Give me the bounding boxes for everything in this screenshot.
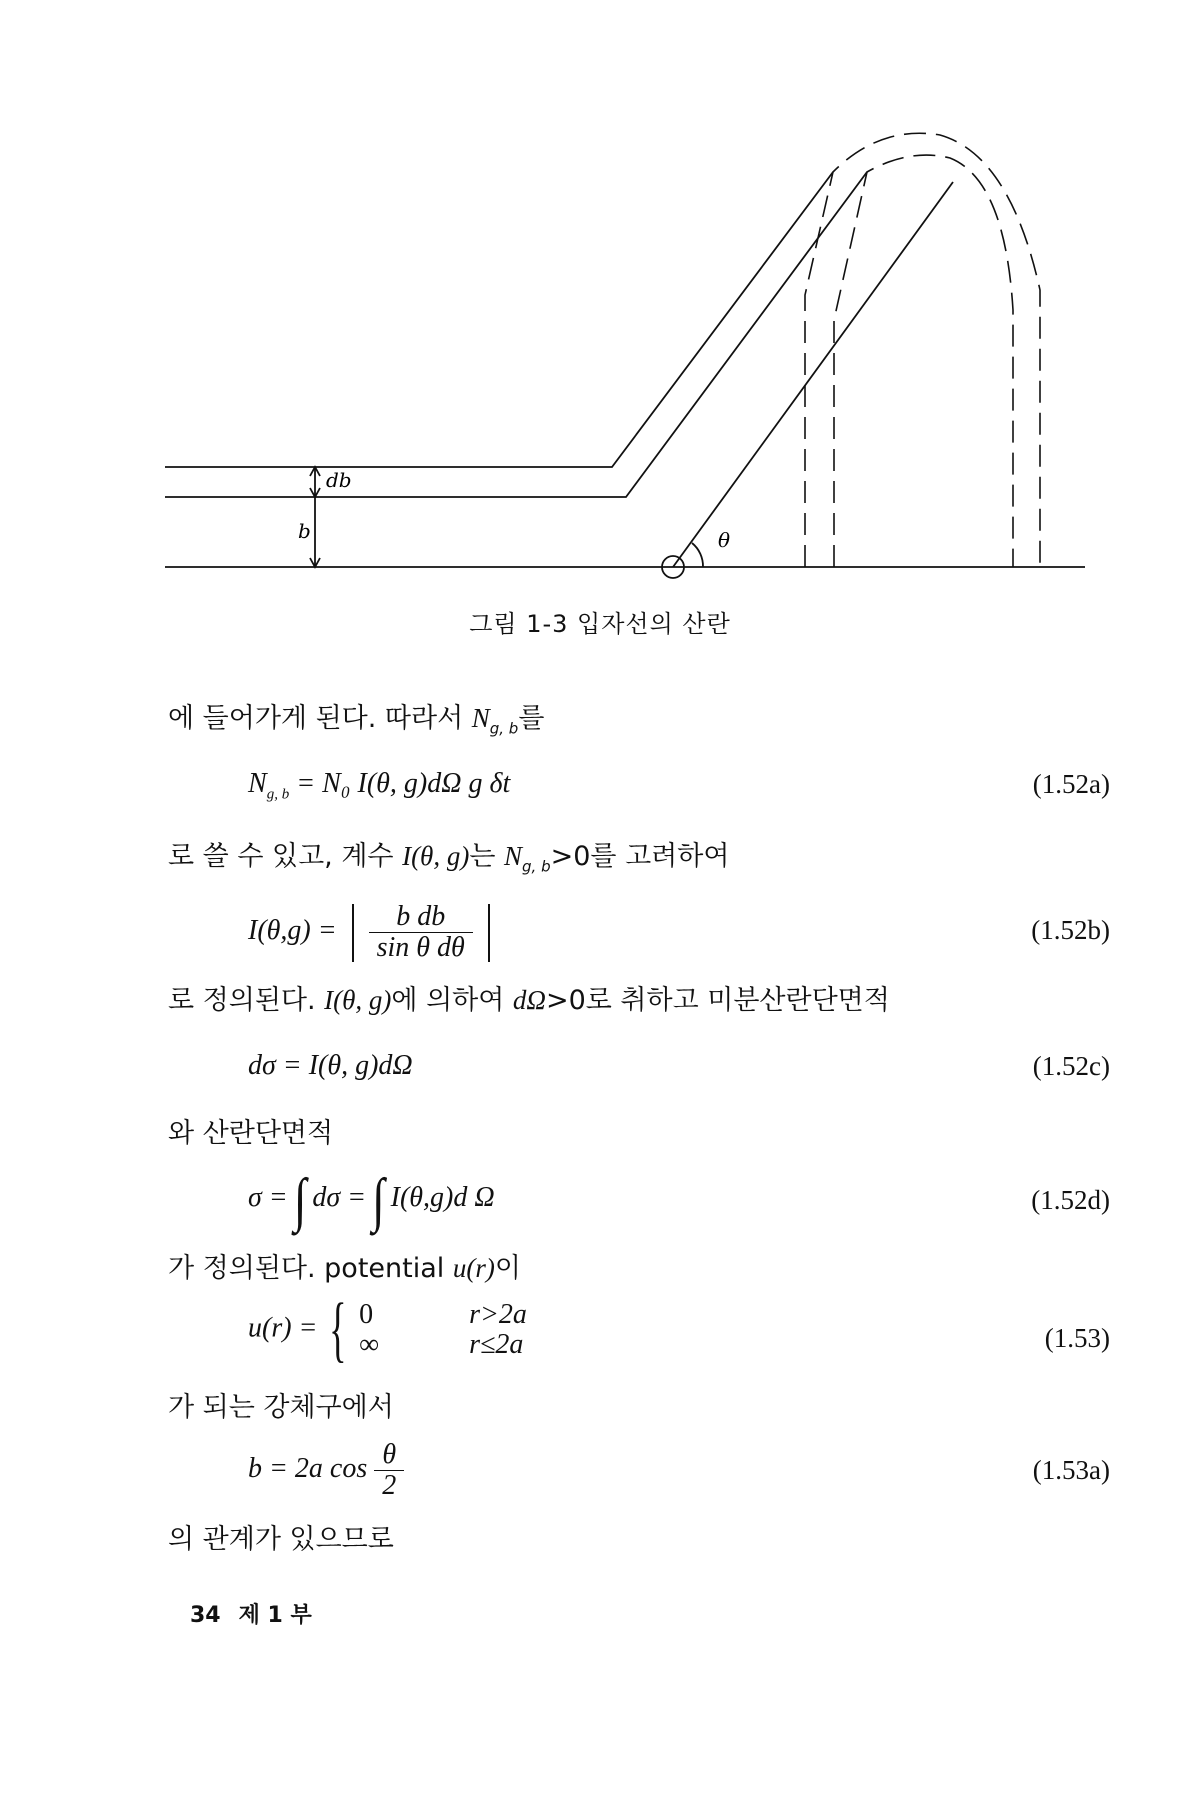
equation-1-53a: b = 2a cos $\frac{\theta}{2}$ [248,1440,404,1501]
part-label: 제 1 부 [238,1603,312,1628]
label-b: b [298,519,311,543]
equation-number-1-52d: (1.52d) [1031,1185,1110,1215]
trajectory-upper [165,172,833,467]
dashed-cone-inner [834,155,1013,567]
page-footer [190,1598,330,1629]
page-number: 34 [190,1603,221,1628]
label-db: db [326,468,352,492]
trajectory-lower [165,172,867,497]
text-line-9: 가 정의된다. potential u(r)이 [168,1253,521,1284]
equation-1-52a: $N_{g, b} = N_0$ I(θ, g)dΩ g δt [248,768,511,803]
equation-number-1-53a: (1.53a) [1032,1455,1110,1485]
equation-number-1-52a: (1.52a) [1032,769,1110,799]
text-line-1: 에 들어가게 된다. 따라서 $N_{g, b}$를 [168,703,545,738]
theta-arc [692,543,703,567]
scattering-figure [150,110,1110,610]
equation-number-1-52b: (1.52b) [1031,915,1110,945]
equation-1-52c: dσ = I(θ, g)dΩ [248,1050,413,1081]
equation-number-1-53: (1.53) [1044,1323,1110,1353]
equation-1-52b: I(θ,g) = $\frac{\text{b db}}{\text{sin θ dθ}}$ [248,902,498,963]
text-line-11: 가 되는 강체구에서 [168,1392,394,1423]
text-line-7: 와 산란단면적 [168,1118,334,1149]
equation-1-52d: σ = ∫ dσ = ∫ I(θ,g)d Ω [248,1165,495,1233]
label-theta: θ [718,528,731,552]
text-line-3: 로 쓸 수 있고, 계수 I(θ, g)는 $N_{g, b}>0$를 고려하여 [168,841,730,876]
scatter-line [673,182,953,567]
text-line-13: 의 관계가 있으므로 [168,1524,394,1555]
equation-number-1-52c: (1.52c) [1032,1051,1110,1081]
equation-1-53: u(r) = { 0 r>2a ∞ r≤2a [248,1289,527,1370]
figure-caption: 그림 1-3 입자선의 산란 [469,610,731,638]
dashed-cone-outer [805,133,1040,567]
text-line-5: 로 정의된다. I(θ, g)에 의하여 dΩ>0로 취하고 미분산란단면적 [168,985,890,1016]
